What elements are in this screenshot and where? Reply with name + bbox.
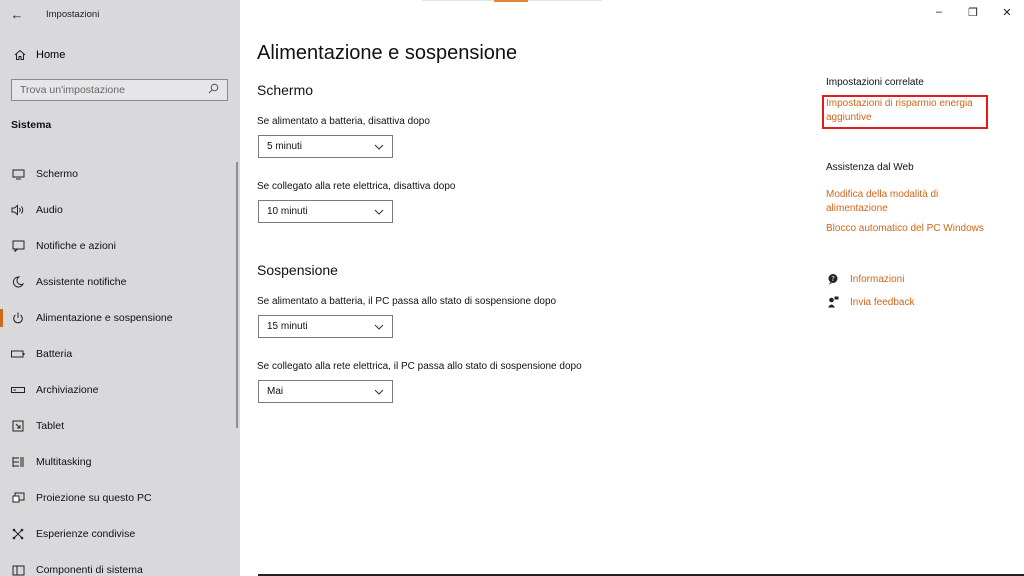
chevron-down-icon	[374, 142, 384, 152]
sidebar-item-label: Assistente notifiche	[36, 276, 127, 288]
screen-plugged-dropdown[interactable]	[258, 200, 393, 223]
sidebar-item-notifiche[interactable]	[0, 228, 236, 264]
info-label: Informazioni	[850, 273, 905, 285]
related-settings-title: Impostazioni correlate	[826, 77, 924, 88]
sidebar-item-label: Esperienze condivise	[36, 528, 136, 540]
sleep-battery-label: Se alimentato a batteria, il PC passa allo stato di sospensione dopo	[257, 296, 557, 307]
sidebar-item-batteria[interactable]	[0, 336, 236, 372]
search-placeholder: Trova un'impostazione	[20, 84, 125, 96]
moon-icon	[11, 275, 25, 289]
search-input[interactable]	[11, 79, 228, 101]
sidebar-item-label: Batteria	[36, 348, 73, 360]
sidebar-item-multitasking[interactable]	[0, 444, 236, 480]
sidebar-item-label: Proiezione su questo PC	[36, 492, 152, 504]
web-help-title: Assistenza dal Web	[826, 162, 914, 173]
sidebar-item-label: Audio	[36, 204, 63, 216]
group-title-sospensione: Sospensione	[257, 262, 338, 278]
sidebar-item-assistente[interactable]	[0, 264, 236, 300]
power-icon	[11, 311, 25, 325]
section-label-sistema: Sistema	[11, 119, 52, 131]
chevron-down-icon	[374, 207, 384, 217]
sidebar-item-proiezione[interactable]	[0, 480, 236, 516]
sidebar-nav	[0, 156, 236, 576]
screen-plugged-label: Se collegato alla rete elettrica, disattiva dopo	[257, 181, 456, 192]
window-controls	[922, 0, 1024, 24]
sidebar	[0, 0, 240, 576]
feedback-icon	[826, 296, 840, 308]
back-arrow-icon: ←	[10, 6, 24, 22]
feedback-label: Invia feedback	[850, 296, 915, 308]
home-label: Home	[36, 49, 66, 61]
sidebar-item-label: Notifiche e azioni	[36, 240, 116, 252]
monitor-icon	[11, 167, 25, 181]
battery-icon	[11, 347, 25, 361]
sidebar-item-label: Componenti di sistema	[36, 564, 143, 576]
app-title: Impostazioni	[46, 8, 100, 20]
sidebar-item-tablet[interactable]	[0, 408, 236, 444]
dropdown-value: 10 minuti	[267, 206, 308, 217]
close-button[interactable]: ✕	[1002, 6, 1012, 19]
home-icon	[12, 49, 28, 61]
sidebar-home[interactable]	[0, 42, 240, 68]
help-chat-icon	[826, 273, 840, 285]
sidebar-item-archiviazione[interactable]	[0, 372, 236, 408]
main-content	[240, 0, 1024, 576]
sidebar-item-label: Tablet	[36, 420, 65, 432]
sidebar-item-label: Multitasking	[36, 456, 92, 468]
sleep-battery-dropdown[interactable]	[258, 315, 393, 338]
back-button[interactable]	[0, 0, 34, 28]
projection-icon	[11, 491, 25, 505]
speaker-icon	[11, 203, 25, 217]
screen-battery-dropdown[interactable]	[258, 135, 393, 158]
group-title-schermo: Schermo	[257, 82, 314, 98]
web-link-power-mode[interactable]: Modifica della modalità di alimentazione	[826, 189, 939, 214]
sidebar-item-label: Schermo	[36, 168, 79, 180]
sidebar-item-esperienze[interactable]	[0, 516, 236, 552]
chevron-down-icon	[374, 387, 384, 397]
dropdown-value: 15 minuti	[267, 321, 308, 332]
search-icon	[208, 83, 219, 97]
additional-power-settings-link[interactable]: Impostazioni di risparmio energia aggiuntive	[826, 98, 973, 123]
shared-icon	[11, 527, 25, 541]
sidebar-item-label: Archiviazione	[36, 384, 99, 396]
sidebar-item-audio[interactable]	[0, 192, 236, 228]
sidebar-item-alimentazione[interactable]	[0, 300, 236, 336]
sidebar-item-label: Alimentazione e sospensione	[36, 312, 173, 324]
sleep-plugged-dropdown[interactable]	[258, 380, 393, 403]
info-link[interactable]	[826, 273, 904, 285]
notification-icon	[11, 239, 25, 253]
multitasking-icon	[11, 455, 25, 469]
chevron-down-icon	[374, 322, 384, 332]
dropdown-value: Mai	[267, 386, 284, 397]
sidebar-scrollbar[interactable]	[236, 162, 238, 428]
screen-battery-label: Se alimentato a batteria, disattiva dopo	[257, 116, 430, 127]
sidebar-item-componenti[interactable]	[0, 552, 236, 576]
svg-text:?: ?	[831, 275, 835, 283]
top-accent-bar	[494, 0, 528, 2]
dropdown-value: 5 minuti	[267, 141, 303, 152]
feedback-link[interactable]	[826, 296, 915, 308]
titlebar-left	[0, 0, 240, 28]
components-icon	[11, 563, 25, 576]
restore-button[interactable]: ❐	[968, 6, 978, 19]
sidebar-item-schermo[interactable]	[0, 156, 236, 192]
web-link-auto-lock[interactable]: Blocco automatico del PC Windows	[826, 223, 984, 234]
minimize-button[interactable]: –	[935, 6, 943, 18]
sleep-plugged-label: Se collegato alla rete elettrica, il PC passa allo stato di sospensione dopo	[257, 361, 582, 372]
storage-icon	[11, 383, 25, 397]
page-title: Alimentazione e sospensione	[257, 42, 518, 64]
tablet-icon	[11, 419, 25, 433]
